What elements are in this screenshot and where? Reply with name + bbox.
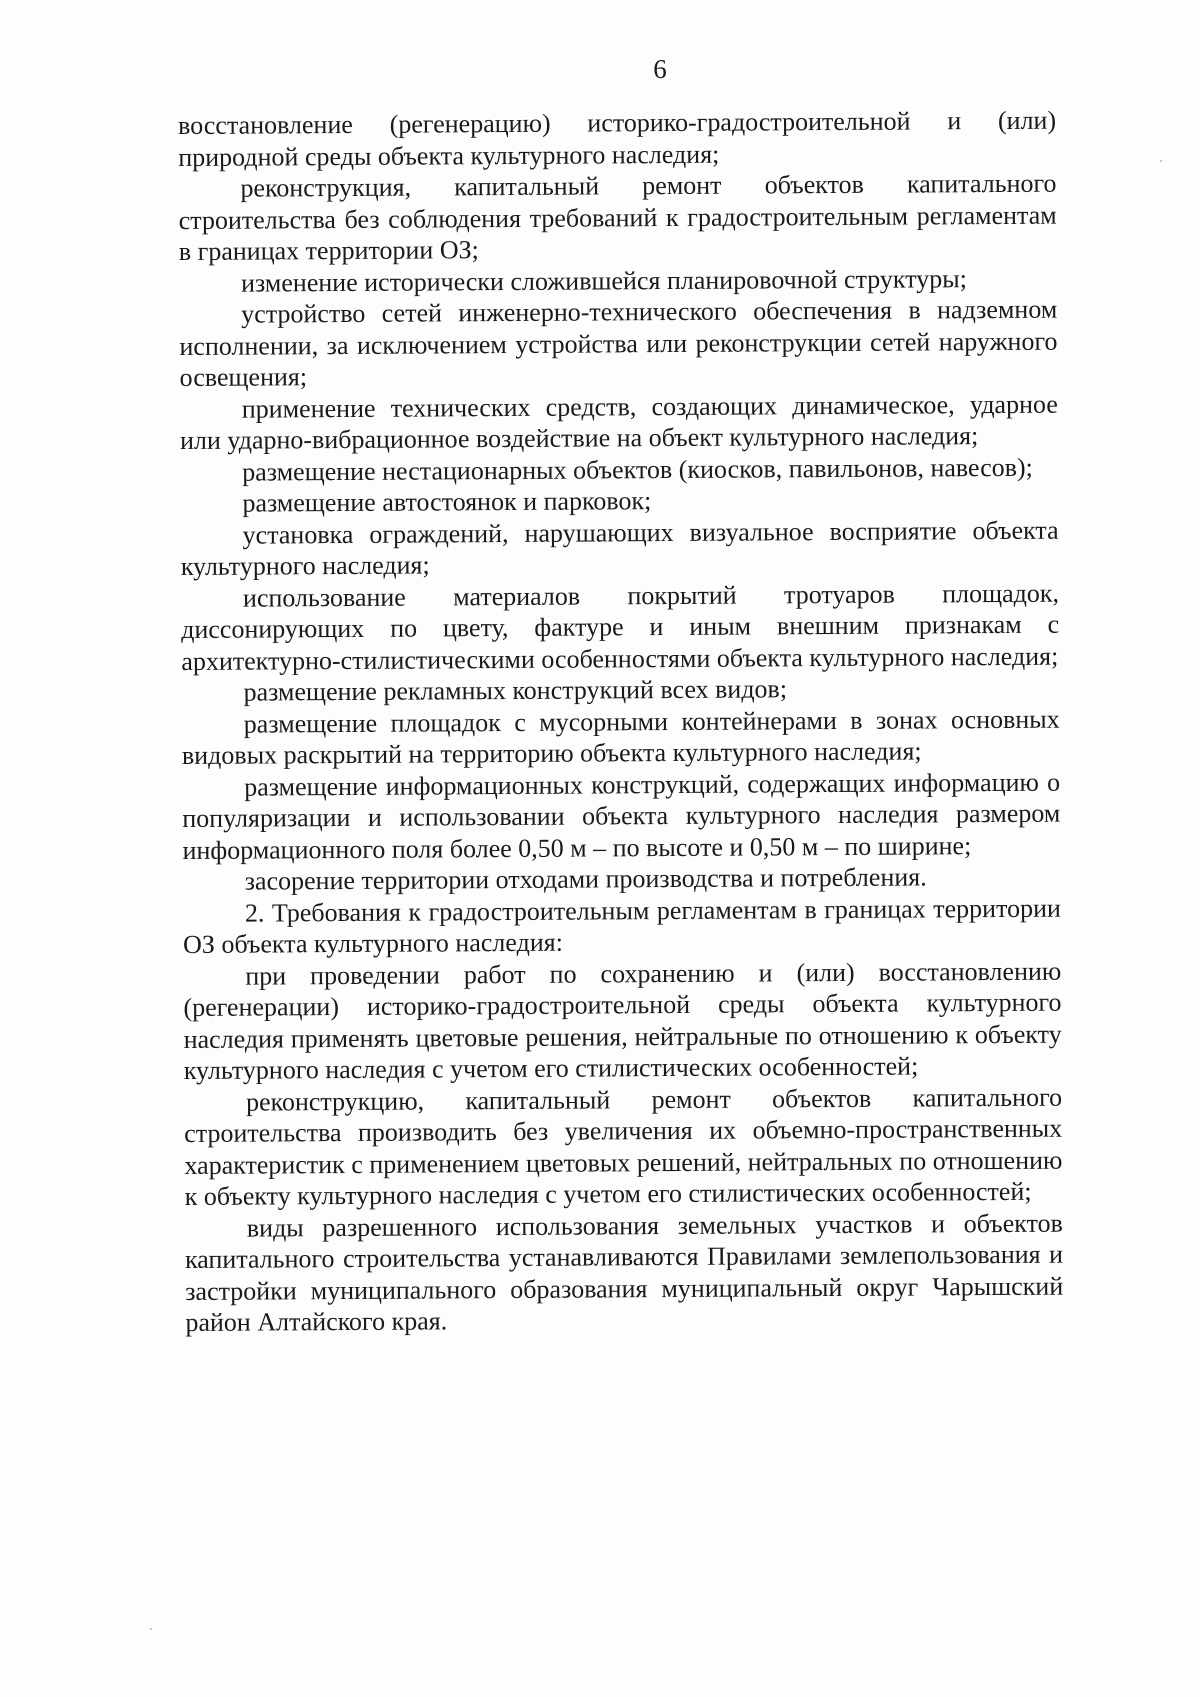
page-number: 6 — [653, 54, 667, 84]
paragraph-14: 2. Требования к градостроительным регламентам в границах территории ОЗ объекта культурного наследия: — [183, 893, 1061, 959]
paragraph-10: размещение рекламных конструкций всех видов; — [243, 674, 788, 707]
paragraph-8: установка ограждений, нарушающих визуальное восприятие объекта культурного наследия; — [180, 515, 1059, 581]
document-body — [178, 105, 1063, 1339]
scan-speck — [150, 1628, 152, 1630]
paragraph-4: устройство сетей инженерно-технического обеспечения в надземном исполнении, за исключением устройства или реконструкции сетей наружного освещения; — [179, 294, 1058, 392]
paragraph-11: размещение площадок с мусорными контейнерами в зонах основных видовых раскрытий на территорию объекта культурного наследия; — [181, 704, 1060, 770]
paragraph-6: размещение нестационарных объектов (киосков, павильонов, навесов); — [242, 452, 1033, 487]
scan-speck — [1160, 160, 1162, 162]
paragraph-9: использование материалов покрытий тротуаров площадок, диссонирующих по цвету, фактуре и иным внешним признакам с архитектурно-стилистическими особенностями объекта культурного наследия; — [181, 578, 1060, 676]
paragraph-5: применение технических средств, создающих динамическое, ударное или ударно-вибрационное воздействие на объект культурного наследия; — [179, 389, 1058, 455]
paragraph-17: виды разрешенного использования земельных участков и объектов капитального строительства устанавливаются Правилами землепользования и застройки муниципального образования муниципальный округ Чарышский район Алтайского края. — [184, 1208, 1064, 1337]
paragraph-3: изменение исторически сложившейся планировочной структуры; — [240, 263, 967, 298]
paragraph-13: засорение территории отходами производства и потребления. — [244, 862, 927, 896]
paragraph-1: восстановление (регенерацию) историко-градостроительной и (или) природной среды объекта культурного наследия; — [178, 105, 1057, 172]
paragraph-15: при проведении работ по сохранению и (или) восстановлению (регенерации) историко-градостроительной среды объекта культурного наследия применять цветовые решения, нейтральные по отношению к объекту культурного наследия с учетом его стилистических особенностей; — [183, 956, 1062, 1085]
paragraph-16: реконструкцию, капитальный ремонт объектов капитального строительства производить без увеличения их объемно-пространственных характеристик с применением цветовых решений, нейтральных по отношению к объекту культурного наследия с учетом его стилистических особенностей; — [184, 1082, 1063, 1211]
paragraph-12: размещение информационных конструкций, содержащих информацию о популяризации и использовании объекта культурного наследия размером информационного поля более 0,50 м – по высоте и 0,50 м – по ширине; — [182, 767, 1061, 865]
paragraph-7: размещение автостоянок и парковок; — [242, 486, 652, 518]
paragraph-2: реконструкция, капитальный ремонт объектов капитального строительства без соблюдения требований к градостроительным регламентам в границах территории ОЗ; — [178, 168, 1057, 266]
